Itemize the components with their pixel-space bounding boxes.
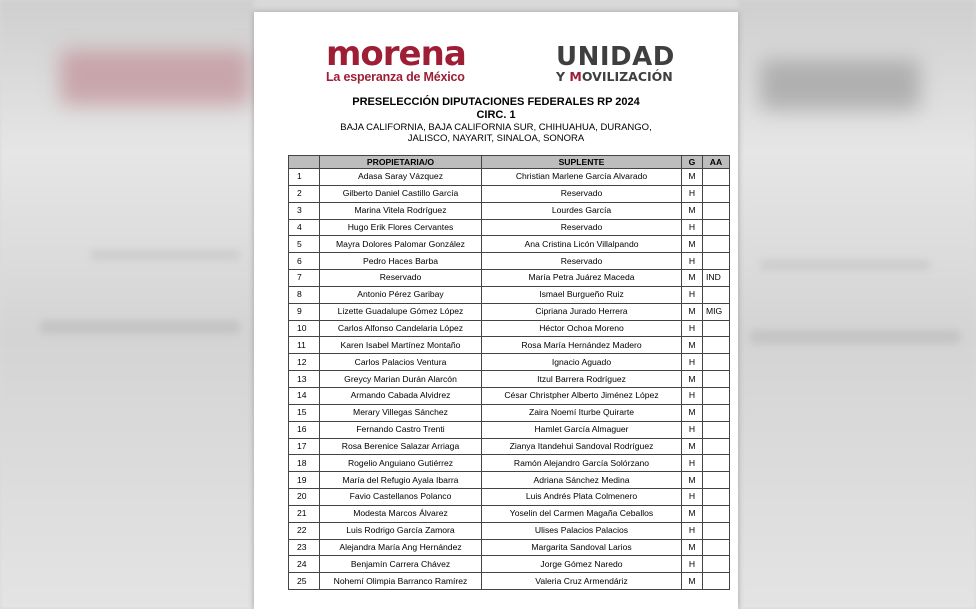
propietaria-cell: Pedro Haces Barba [320,253,482,270]
propietaria-cell: Favio Castellanos Polanco [320,489,482,506]
row-number: 3 [289,202,320,219]
suplente-cell: Reservado [482,185,682,202]
table-row [289,286,730,303]
table-row [289,371,730,388]
propietaria-cell: Rogelio Anguiano Gutiérrez [320,455,482,472]
propietaria-cell: Karen Isabel Martínez Montaño [320,337,482,354]
unidad-logo-line1: UNIDAD [556,42,675,72]
suplente-cell: Ignacio Aguado [482,354,682,371]
row-number: 23 [289,539,320,556]
suplente-cell: Ismael Burgueño Ruiz [482,286,682,303]
aa-cell [703,354,730,371]
propietaria-cell: Fernando Castro Trenti [320,421,482,438]
aa-cell [703,387,730,404]
suplente-cell: Zianya Itandehui Sandoval Rodríguez [482,438,682,455]
aa-cell: IND [703,270,730,287]
gender-cell: M [682,539,703,556]
suplente-cell: Valeria Cruz Armendáriz [482,573,682,590]
propietaria-cell: Hugo Erik Flores Cervantes [320,219,482,236]
propietaria-cell: Adasa Saray Vázquez [320,169,482,186]
blurred-row [90,250,240,260]
row-number: 12 [289,354,320,371]
table-row [289,169,730,186]
row-number: 4 [289,219,320,236]
gender-cell: M [682,270,703,287]
propietaria-cell: Rosa Berenice Salazar Arriaga [320,438,482,455]
heading [254,96,738,144]
suplente-cell: Jorge Gómez Naredo [482,556,682,573]
aa-cell [703,539,730,556]
row-number: 13 [289,371,320,388]
suplente-cell: Margarita Sandoval Larios [482,539,682,556]
row-number: 14 [289,387,320,404]
suplente-cell: Cipriana Jurado Herrera [482,303,682,320]
propietaria-cell: Armando Cabada Alvidrez [320,387,482,404]
states-line-1: BAJA CALIFORNIA, BAJA CALIFORNIA SUR, CHIHUAHUA, DURANGO, [340,122,652,133]
gender-cell: M [682,438,703,455]
gender-cell: H [682,556,703,573]
candidates-table [288,155,730,590]
row-number: 18 [289,455,320,472]
unidad-logo-line2: Y MOVILIZACIÓN [556,69,673,84]
gender-cell: H [682,522,703,539]
aa-cell [703,320,730,337]
table-row [289,539,730,556]
aa-cell [703,438,730,455]
aa-cell [703,202,730,219]
table-row [289,522,730,539]
propietaria-cell: Alejandra María Ang Hernández [320,539,482,556]
header-suplente: SUPLENTE [482,156,682,169]
table-row [289,387,730,404]
states-line-2: JALISCO, NAYARIT, SINALOA, SONORA [407,133,585,144]
document-title: PRESELECCIÓN DIPUTACIONES FEDERALES RP 2024 [352,96,640,108]
row-number: 17 [289,438,320,455]
table-row [289,472,730,489]
header-propietaria: PROPIETARIA/O [320,156,482,169]
table-row [289,421,730,438]
aa-cell [703,505,730,522]
aa-cell [703,556,730,573]
table-row [289,270,730,287]
gender-cell: M [682,303,703,320]
aa-cell [703,522,730,539]
row-number: 9 [289,303,320,320]
suplente-cell: Luis Andrés Plata Colmenero [482,489,682,506]
row-number: 16 [289,421,320,438]
suplente-cell: Ramón Alejandro García Solórzano [482,455,682,472]
row-number: 10 [289,320,320,337]
table-row [289,489,730,506]
gender-cell: H [682,421,703,438]
aa-cell [703,472,730,489]
document-page [254,12,738,609]
blurred-logo-right [760,60,920,110]
gender-cell: M [682,573,703,590]
table-row [289,404,730,421]
gender-cell: H [682,489,703,506]
propietaria-cell: María del Refugio Ayala Ibarra [320,472,482,489]
aa-cell [703,286,730,303]
aa-cell [703,404,730,421]
row-number: 8 [289,286,320,303]
aa-cell [703,337,730,354]
aa-cell [703,573,730,590]
suplente-cell: Ulises Palacios Palacios [482,522,682,539]
header-number [289,156,320,169]
gender-cell: H [682,253,703,270]
unidad-logo [556,44,686,84]
aa-cell [703,371,730,388]
suplente-cell: Christian Marlene García Alvarado [482,169,682,186]
suplente-cell: César Christpher Alberto Jiménez López [482,387,682,404]
suplente-cell: Reservado [482,219,682,236]
table-row [289,236,730,253]
row-number: 7 [289,270,320,287]
propietaria-cell: Benjamín Carrera Chávez [320,556,482,573]
suplente-cell: Reservado [482,253,682,270]
table-header-row [289,156,730,169]
aa-cell [703,185,730,202]
gender-cell: M [682,472,703,489]
table-row [289,185,730,202]
propietaria-cell: Carlos Palacios Ventura [320,354,482,371]
gender-cell: M [682,202,703,219]
gender-cell: M [682,236,703,253]
row-number: 6 [289,253,320,270]
gender-cell: M [682,371,703,388]
gender-cell: H [682,387,703,404]
gender-cell: M [682,169,703,186]
blurred-row [40,320,240,334]
table-row [289,455,730,472]
gender-cell: H [682,286,703,303]
circumscription-label: CIRC. 1 [476,109,516,121]
table-row [289,337,730,354]
row-number: 5 [289,236,320,253]
row-number: 25 [289,573,320,590]
table-row [289,556,730,573]
suplente-cell: Héctor Ochoa Moreno [482,320,682,337]
propietaria-cell: Antonio Pérez Garibay [320,286,482,303]
table-row [289,573,730,590]
table-row [289,202,730,219]
gender-cell: H [682,320,703,337]
gender-cell: H [682,185,703,202]
propietaria-cell: Modesta Marcos Álvarez [320,505,482,522]
suplente-cell: Zaira Noemí Iturbe Quirarte [482,404,682,421]
morena-logo-tagline: La esperanza de México [326,70,465,84]
morena-logo [326,34,486,84]
table-row [289,505,730,522]
blurred-row [760,260,930,270]
suplente-cell: Ana Cristina Licón Villalpando [482,236,682,253]
aa-cell [703,455,730,472]
propietaria-cell: Gilberto Daniel Castillo García [320,185,482,202]
aa-cell [703,169,730,186]
header-affirmative-action: AA [703,156,730,169]
row-number: 19 [289,472,320,489]
table-row [289,438,730,455]
blurred-logo-left [60,50,250,105]
suplente-cell: Lourdes García [482,202,682,219]
propietaria-cell: Greycy Marian Durán Alarcón [320,371,482,388]
row-number: 24 [289,556,320,573]
aa-cell: MIG [703,303,730,320]
propietaria-cell: Merary Villegas Sánchez [320,404,482,421]
aa-cell [703,236,730,253]
row-number: 11 [289,337,320,354]
table-row [289,354,730,371]
table-row [289,219,730,236]
gender-cell: H [682,455,703,472]
table-row [289,253,730,270]
propietaria-cell: Lizette Guadalupe Gómez López [320,303,482,320]
propietaria-cell: Mayra Dolores Palomar González [320,236,482,253]
blurred-row [750,330,960,344]
table-body [289,169,730,590]
propietaria-cell: Nohemí Olimpia Barranco Ramírez [320,573,482,590]
propietaria-cell: Carlos Alfonso Candelaria López [320,320,482,337]
suplente-cell: Yoselin del Carmen Magaña Ceballos [482,505,682,522]
propietaria-cell: Marina Vitela Rodríguez [320,202,482,219]
aa-cell [703,489,730,506]
row-number: 20 [289,489,320,506]
row-number: 2 [289,185,320,202]
gender-cell: H [682,219,703,236]
aa-cell [703,253,730,270]
propietaria-cell: Luis Rodrigo García Zamora [320,522,482,539]
suplente-cell: María Petra Juárez Maceda [482,270,682,287]
morena-logo-word: morena [326,34,466,74]
row-number: 22 [289,522,320,539]
suplente-cell: Itzul Barrera Rodríguez [482,371,682,388]
aa-cell [703,421,730,438]
gender-cell: M [682,505,703,522]
row-number: 21 [289,505,320,522]
propietaria-cell: Reservado [320,270,482,287]
header-gender: G [682,156,703,169]
table-row [289,320,730,337]
suplente-cell: Adriana Sánchez Medina [482,472,682,489]
suplente-cell: Rosa María Hernández Madero [482,337,682,354]
table-row [289,303,730,320]
row-number: 15 [289,404,320,421]
suplente-cell: Hamlet García Almaguer [482,421,682,438]
gender-cell: H [682,354,703,371]
row-number: 1 [289,169,320,186]
gender-cell: M [682,404,703,421]
gender-cell: M [682,337,703,354]
aa-cell [703,219,730,236]
